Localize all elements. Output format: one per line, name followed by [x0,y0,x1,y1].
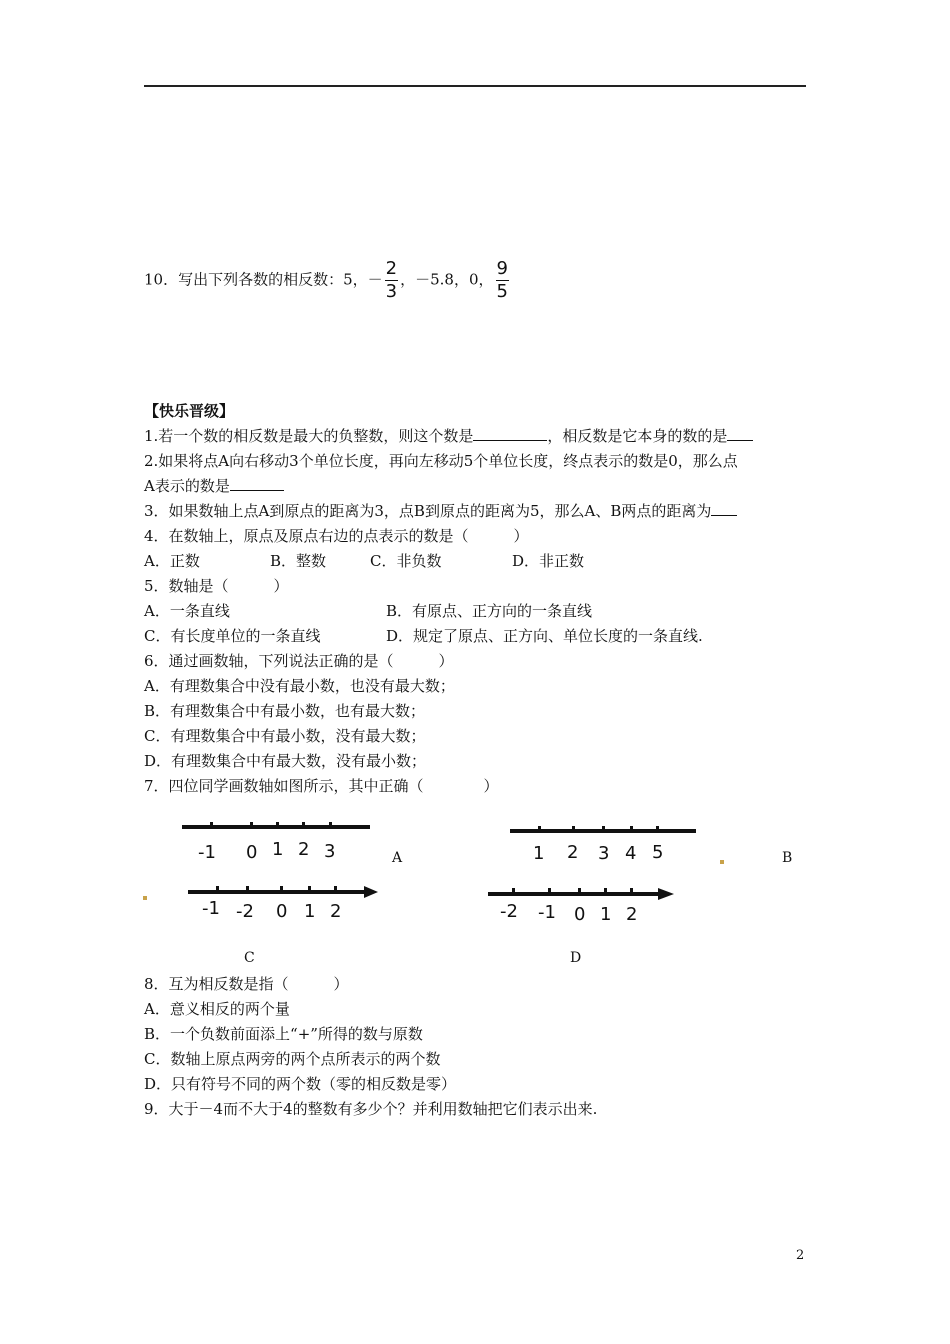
answer-blank [473,426,547,441]
q2-cont: A表示的数是 [144,476,284,496]
tick-label: 4 [625,843,637,864]
tick-label: 1 [304,901,316,922]
section-title: 【快乐晋级】 [144,402,235,420]
answer-blank [727,426,753,441]
q3: 3．如果数轴上点A到原点的距离为3，点B到原点的距离为5，那么A、B两点的距离为 [144,501,737,521]
q6-option-c: C．有理数集合中有最小数，没有最大数； [144,727,426,745]
q6-option-a: A．有理数集合中没有最小数，也没有最大数； [144,677,455,695]
fraction-2-3: $\frac{2}{3}$ [385,258,398,302]
stray-dot [720,860,724,864]
tick-label: 2 [298,839,310,860]
q5-option-b: B．有原点、正方向的一条直线 [386,602,593,620]
q4-option-a: A．正数 [144,552,200,570]
tick-label: 1 [533,843,545,864]
figure-label-b: B [782,850,793,866]
tick-label: -2 [236,901,254,922]
figure-label-d: D [570,950,582,966]
answer-blank [230,476,284,491]
tick-label: 1 [600,904,612,925]
number-line-b [510,826,700,870]
q8: 8．互为相反数是指（ ） [144,975,349,993]
question-10: 10．写出下列各数的相反数：5，－ $\frac{2}{3}$ ，－5.8，0， $\frac{9}{5}$ [144,258,508,302]
q4: 4．在数轴上，原点及原点右边的点表示的数是（ ） [144,527,529,545]
q6: 6．通过画数轴，下列说法正确的是（ ） [144,652,454,670]
tick-label: 0 [276,901,288,922]
header-rule [144,85,806,87]
q1: 1.若一个数的相反数是最大的负整数，则这个数是 ，相反数是它本身的数的是 [144,426,753,446]
tick-label: 1 [272,839,284,860]
q4-option-d: D．非正数 [512,552,585,570]
tick-label: 3 [324,841,336,862]
q6-option-d: D．有理数集合中有最大数，没有最小数； [144,752,427,770]
number-line-a [182,822,382,872]
q4-option-c: C．非负数 [370,552,442,570]
figure-label-a: A [392,850,403,866]
tick-label: 0 [246,842,258,863]
tick-label: -1 [198,842,216,863]
fraction-9-5: $\frac{9}{5}$ [496,258,508,302]
tick-label: 2 [626,904,638,925]
tick-label: -2 [500,901,518,922]
arrow-line [488,888,678,902]
tick-label: 2 [567,842,579,863]
q7: 7．四位同学画数轴如图所示，其中正确（ ） [144,777,499,795]
number-line-d [488,888,678,932]
tick-label: -1 [202,898,220,919]
number-line-c [188,886,380,932]
q2: 2.如果将点A向右移动3个单位长度，再向左移动5个单位长度，终点表示的数是0，那么点 [144,452,738,470]
tick-label: 2 [330,901,342,922]
q9: 9．大于－4而不大于4的整数有多少个？并利用数轴把它们表示出来. [144,1100,598,1118]
q5-option-a: A．一条直线 [144,602,230,620]
q5-option-c: C．有长度单位的一条直线 [144,627,321,645]
q6-option-b: B．有理数集合中有最小数，也有最大数； [144,702,426,720]
stray-dot [143,896,147,900]
answer-blank [711,501,737,516]
tick-label: 0 [574,904,586,925]
q8-option-a: A．意义相反的两个量 [144,1000,290,1018]
page-number: 2 [796,1248,805,1263]
q5: 5．数轴是（ ） [144,577,289,595]
q5-option-d: D．规定了原点、正方向、单位长度的一条直线. [386,627,703,645]
q8-option-b: B．一个负数前面添上“+”所得的数与原数 [144,1025,423,1043]
figure-label-c: C [244,950,255,966]
q8-option-d: D．只有符号不同的两个数（零的相反数是零） [144,1075,457,1093]
tick-label: -1 [538,902,556,923]
q8-option-c: C．数轴上原点两旁的两个点所表示的两个数 [144,1050,441,1068]
tick-label: 3 [598,843,610,864]
tick-label: 5 [652,842,664,863]
q4-option-b: B．整数 [270,552,327,570]
